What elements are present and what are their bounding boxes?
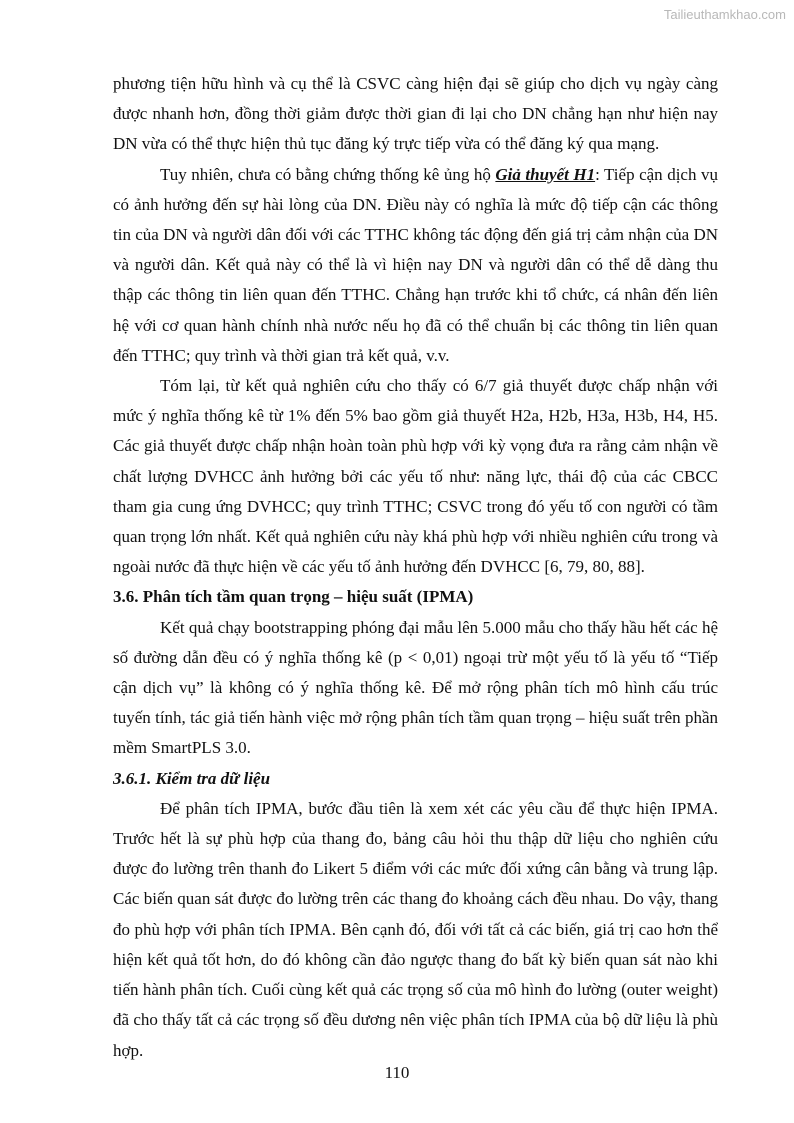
subsection-heading-3-6-1: 3.6.1. Kiểm tra dữ liệu xyxy=(113,768,271,788)
paragraph-5: Để phân tích IPMA, bước đầu tiên là xem xét các yêu cầu để thực hiện IPMA. Trước hết là sự phù hợp của thang đo, bảng câu hỏi thu thập dữ liệu cho nghiên cứu được đo lường trên thanh đo Likert 5 điểm với các mức đối xứng cân bằng và trung lập. Các biến quan sát được đo lường trên các thang đo khoảng cách đều nhau. Do vậy, thang đo phù hợp với phân tích IPMA. Bên cạnh đó, đối với tất cả các biến, giá trị cao hơn thể hiện kết quả tốt hơn, do đó không cần đảo ngược thang đo bất kỳ biến quan sát nào khi tiến hành phân tích. Cuối cùng kết quả các trọng số của mô hình đo lường (outer weight) đã cho thấy tất cả các trọng số đều dương nên việc phân tích IPMA của bộ dữ liệu là phù hợp. xyxy=(113,798,718,1060)
document-body xyxy=(113,69,718,1066)
paragraph-3: Tóm lại, từ kết quả nghiên cứu cho thấy có 6/7 giả thuyết được chấp nhận với mức ý nghĩa thống kê từ 1% đến 5% bao gồm giả thuyết H2a, H2b, H3a, H3b, H4, H5. Các giả thuyết được chấp nhận hoàn toàn phù hợp với kỳ vọng đưa ra rằng cảm nhận về chất lượng DVHCC ảnh hưởng bởi các yếu tố như: năng lực, thái độ của các CBCC tham gia cung ứng DVHCC; quy trình TTHC; CSVC trong đó yếu tố con người có tầm quan trọng lớn nhất. Kết quả nghiên cứu này khá phù hợp với nhiều nghiên cứu trong và ngoài nước đã thực hiện về các yếu tố ảnh hưởng đến DVHCC [6, 79, 80, 88]. xyxy=(113,376,718,577)
section-heading-3-6: 3.6. Phân tích tầm quan trọng – hiệu suất (IPMA) xyxy=(113,587,474,607)
page-number: 110 xyxy=(384,1063,410,1082)
watermark: Tailieuthamkhao.com xyxy=(663,7,786,22)
paragraph-2-rest: : Tiếp cận dịch vụ có ảnh hưởng đến sự hài lòng của DN. Điều này có nghĩa là mức độ tiếp cận các thông tin của DN và người dân đối với các TTHC không tác động đến giá trị cảm nhận của DN và người dân. Kết quả này có thể là vì hiện nay DN và người dân có thể dễ dàng thu thập các thông tin liên quan đến TTHC. Chẳng hạn trước khi tổ chức, cá nhân đến liên hệ với cơ quan hành chính nhà nước nếu họ đã có thể chuẩn bị các thông tin liên quan đến TTHC; quy trình và thời gian trả kết quả, v.v. xyxy=(113,164,718,365)
hypothesis-h1-label: Giả thuyết H1 xyxy=(495,164,596,184)
paragraph-4: Kết quả chạy bootstrapping phóng đại mẫu lên 5.000 mẫu cho thấy hầu hết các hệ số đường dẫn đều có ý nghĩa thống kê (p < 0,01) ngoại trừ một yếu tố là yếu tố “Tiếp cận dịch vụ” là không có ý nghĩa thống kê. Để mở rộng phân tích mô hình cấu trúc tuyến tính, tác giả tiến hành việc mở rộng phân tích tầm quan trọng – hiệu suất trên phần mềm SmartPLS 3.0. xyxy=(113,617,718,758)
paragraph-1: phương tiện hữu hình và cụ thể là CSVC càng hiện đại sẽ giúp cho dịch vụ ngày càng được nhanh hơn, đồng thời giảm được thời gian đi lại cho DN chẳng hạn như hiện nay DN vừa có thể thực hiện thủ tục đăng ký trực tiếp vừa có thể đăng ký qua mạng. xyxy=(113,74,718,154)
paragraph-2-lead: Tuy nhiên, chưa có bằng chứng thống kê ủng hộ xyxy=(160,164,496,184)
paragraph-2 xyxy=(113,160,718,371)
